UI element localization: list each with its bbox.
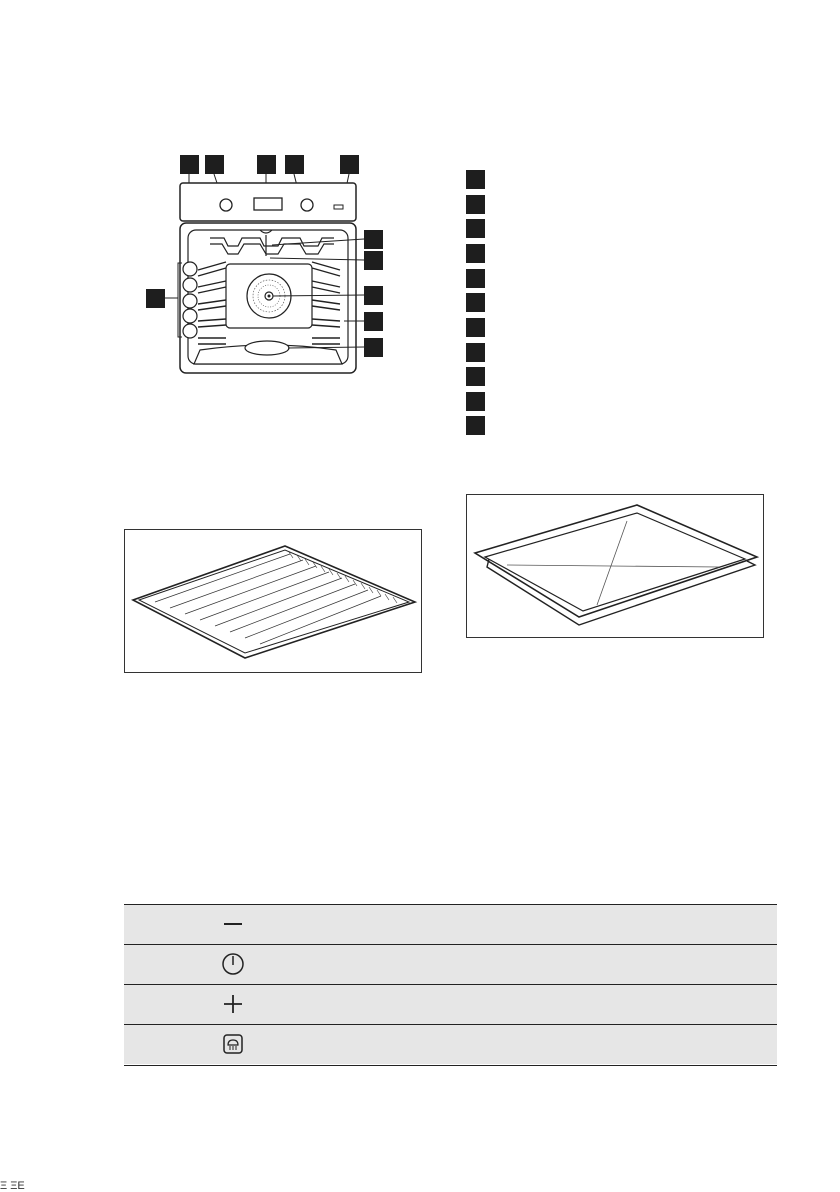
footer-text: Ξ ΞΕ — [0, 1180, 25, 1192]
legend-item-11 — [466, 416, 485, 435]
table-row — [124, 944, 777, 984]
oven-illustration — [140, 150, 400, 390]
legend-item-5 — [466, 269, 485, 288]
baking-tray-frame — [466, 494, 764, 638]
legend-item-4 — [466, 244, 485, 263]
table-row — [124, 984, 777, 1024]
table-row — [124, 904, 777, 944]
legend-item-6 — [466, 293, 485, 312]
table-bottom-rule — [124, 1065, 777, 1066]
minus-icon — [220, 911, 246, 937]
steam-oven-icon — [220, 1031, 246, 1057]
baking-tray-image — [467, 495, 763, 637]
legend-item-9 — [466, 367, 485, 386]
clock-icon — [220, 951, 246, 977]
legend-item-1 — [466, 170, 485, 189]
table-row — [124, 1024, 777, 1064]
plus-icon — [220, 991, 246, 1017]
legend-item-7 — [466, 318, 485, 337]
legend-item-8 — [466, 343, 485, 362]
legend-item-2 — [466, 195, 485, 214]
legend-item-10 — [466, 392, 485, 411]
wire-shelf-frame — [124, 529, 422, 673]
legend-item-3 — [466, 219, 485, 238]
wire-shelf-image — [125, 530, 421, 672]
oven-diagram — [140, 150, 400, 390]
